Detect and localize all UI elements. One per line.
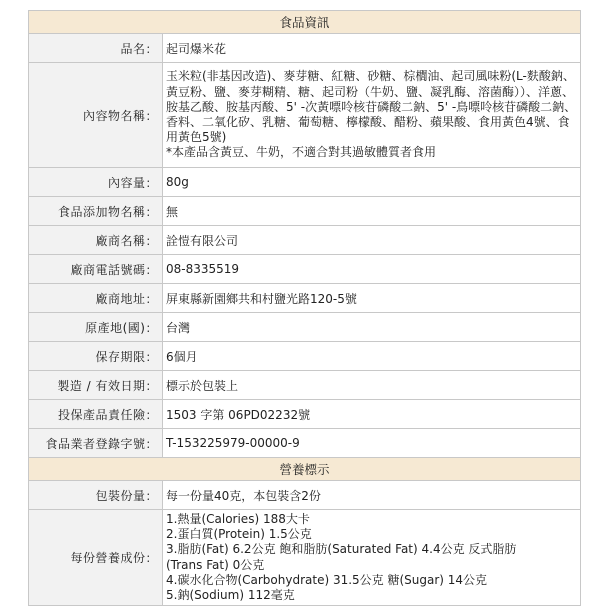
food-info-title: 食品資訊 (29, 11, 581, 34)
info-row-insurance (29, 400, 581, 429)
manufacturer-value: 詮愷有限公司 (163, 226, 581, 255)
nutrition-row-serving (29, 481, 581, 510)
registration-label: 食品業者登錄字號： (29, 429, 163, 458)
insurance-value: 1503 字第 06PD02232號 (163, 400, 581, 429)
info-row-origin (29, 313, 581, 342)
dates-label: 製造 / 有效日期： (29, 371, 163, 400)
product-name-label: 品名： (29, 34, 163, 63)
nutrition-item-sodium: 5.鈉(Sodium) 112毫克 (166, 587, 295, 602)
ingredients-label: 內容物名稱： (29, 63, 163, 168)
info-row-registration (29, 429, 581, 458)
info-row-ingredients (29, 63, 581, 168)
product-name-value: 起司爆米花 (163, 34, 581, 63)
serving-size-value: 每一份量40克，本包裝含2份 (163, 481, 581, 510)
per-serving-label: 每份營養成份： (29, 510, 163, 606)
additives-value: 無 (163, 197, 581, 226)
nutrition-item-carbohydrate: 4.碳水化合物(Carbohydrate) 31.5公克 糖(Sugar) 14公克 (166, 572, 488, 587)
shelf-life-value: 6個月 (163, 342, 581, 371)
info-row-additives (29, 197, 581, 226)
info-row-address (29, 284, 581, 313)
info-row-phone (29, 255, 581, 284)
nutrition-title: 營養標示 (29, 458, 581, 481)
nutrition-header-row (29, 458, 581, 481)
origin-label: 原產地(國)： (29, 313, 163, 342)
additives-label: 食品添加物名稱： (29, 197, 163, 226)
nutrition-item-protein: 2.蛋白質(Protein) 1.5公克 (166, 527, 312, 542)
address-label: 廠商地址： (29, 284, 163, 313)
registration-value: T-153225979-00000-9 (163, 429, 581, 458)
nutrition-item-trans-fat: (Trans Fat) 0公克 (166, 557, 265, 572)
net-content-label: 內容量： (29, 168, 163, 197)
net-content-value: 80g (163, 168, 581, 197)
info-row-shelf-life (29, 342, 581, 371)
serving-size-label: 包裝份量： (29, 481, 163, 510)
origin-value: 台灣 (163, 313, 581, 342)
info-row-manufacturer (29, 226, 581, 255)
ingredients-value: 玉米粒(非基因改造)、麥芽糖、紅糖、砂糖、棕櫚油、起司風味粉(L-麩酸鈉、黃豆粉、鹽、麥芽糊精、糖、起司粉（牛奶、鹽、凝乳酶、溶菌酶））、洋蔥、胺基乙酸、胺基丙酸、5' -次黃嘌呤核苷磷酸二鈉、5' -鳥嘌呤核苷磷酸二鈉、香料、二氧化矽、乳糖、葡萄糖、檸檬酸、醋粉、蘋果酸、食用黃色4號、食用黃色5號) (166, 69, 577, 145)
dates-value: 標示於包裝上 (163, 371, 581, 400)
nutrition-row-per-serving (29, 510, 581, 606)
phone-value: 08-8335519 (163, 255, 581, 284)
info-row-product-name (29, 34, 581, 63)
product-info-table (28, 10, 581, 606)
insurance-label: 投保產品責任險： (29, 400, 163, 429)
allergen-note: *本產品含黃豆、牛奶，不適合對其過敏體質者食用 (166, 145, 437, 160)
manufacturer-label: 廠商名稱： (29, 226, 163, 255)
shelf-life-label: 保存期限： (29, 342, 163, 371)
address-value: 屏東縣新園鄉共和村鹽光路120-5號 (163, 284, 581, 313)
food-info-header-row (29, 11, 581, 34)
phone-label: 廠商電話號碼： (29, 255, 163, 284)
info-row-dates (29, 371, 581, 400)
info-row-net-content (29, 168, 581, 197)
nutrition-item-calories: 1.熱量(Calories) 188大卡 (166, 511, 310, 526)
nutrition-facts-list (163, 510, 581, 606)
nutrition-item-fat: 3.脂肪(Fat) 6.2公克 飽和脂肪(Saturated Fat) 4.4公克 反式脂肪 (166, 542, 517, 557)
ingredients-cell (163, 63, 581, 168)
